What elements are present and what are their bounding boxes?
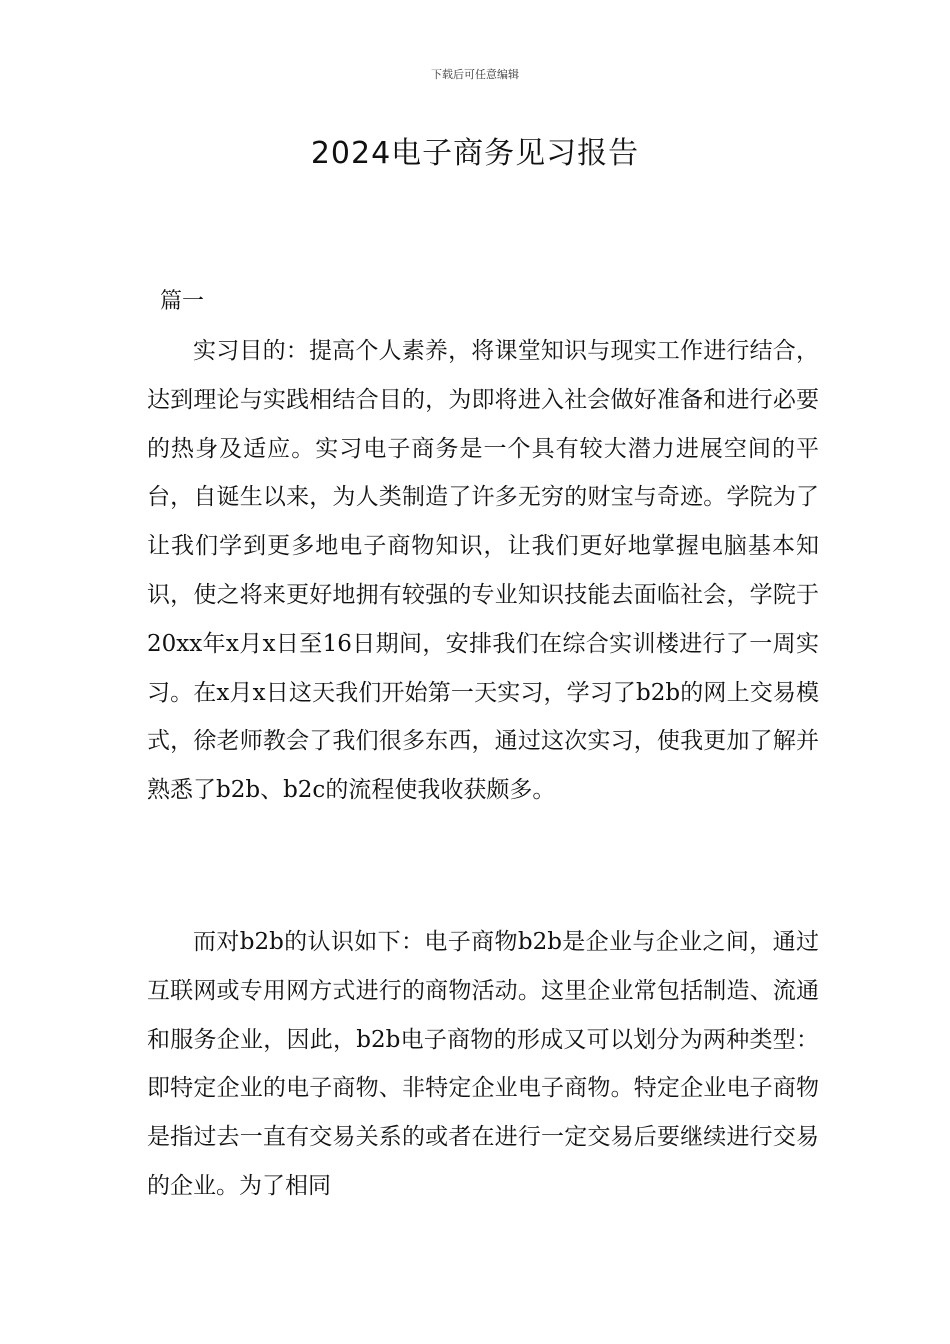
body-paragraph: 而对b2b的认识如下：电子商物b2b是企业与企业之间，通过互联网或专用网方式进行的商物活动。这里企业常包括制造、流通和服务企业，因此，b2b电子商物的形成又可以划分为两种类型：即特定企业的电子商物、非特定企业电子商物。特定企业电子商物是指过去一直有交易关系的或者在进行一定交易后要继续进行交易的企业。为了相同 — [147, 929, 819, 1199]
section-label: 篇一 — [160, 289, 205, 314]
body-paragraph: 实习目的：提高个人素养，将课堂知识与现实工作进行结合，达到理论与实践相结合目的，为即将进入社会做好准备和进行必要的热身及适应。实习电子商务是一个具有较大潜力进展空间的平台，自诞生以来，为人类制造了许多无穷的财宝与奇迹。学院为了让我们学到更多地电子商物知识，让我们更好地掌握电脑基本知识，使之将来更好地拥有较强的专业知识技能去面临社会，学院于20xx年x月x日至16日期间，安排我们在综合实训楼进行了一周实习。在x月x日这天我们开始第一天实习，学习了b2b的网上交易模式，徐老师教会了我们很多东西，通过这次实习，使我更加了解并熟悉了b2b、b2c的流程使我收获颇多。 — [147, 338, 819, 804]
header-note: 下载后可任意编辑 — [431, 68, 519, 81]
document-title: 2024电子商务见习报告 — [310, 136, 640, 171]
